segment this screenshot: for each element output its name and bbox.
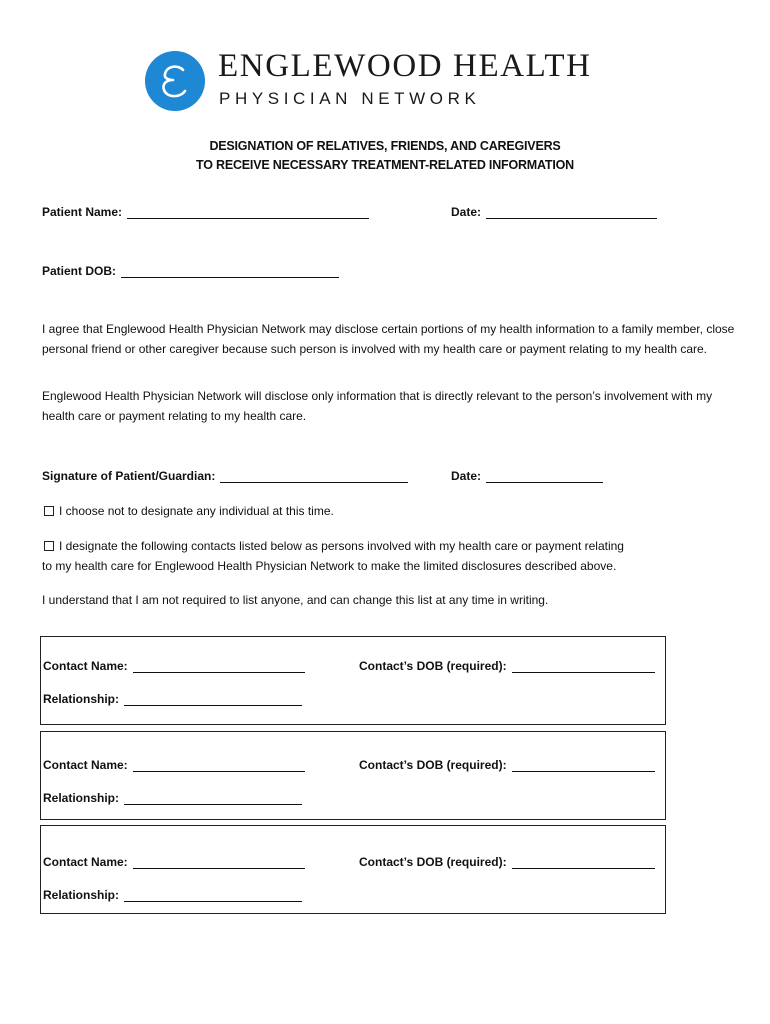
contact-1-dob-label: Contact’s DOB (required):: [359, 659, 507, 673]
form-title-line-1: DESIGNATION OF RELATIVES, FRIENDS, AND CAREGIVERS: [209, 139, 561, 153]
contact-2-relationship-field[interactable]: [124, 793, 302, 805]
option-designate-text-line-2: to my health care for Englewood Health Physician Network to make the limited disclosures described above.: [42, 559, 617, 573]
signature-date-row: [451, 469, 603, 483]
patient-dob-label: Patient DOB:: [42, 264, 117, 278]
contact-2-name-row: [43, 758, 305, 772]
signature-label: Signature of Patient/Guardian:: [42, 469, 216, 483]
contact-1-relationship-label: Relationship:: [43, 692, 120, 706]
consent-paragraph-1: I agree that Englewood Health Physician Network may disclose certain portions of my health information to a family member, close personal friend or other caregiver because such person is involved with my health care or payment relating to my health care.: [42, 322, 735, 356]
contact-1-name-row: [43, 659, 305, 673]
contact-3-relationship-label: Relationship:: [43, 888, 120, 902]
contact-2-name-label: Contact Name:: [43, 758, 128, 772]
org-name: ENGLEWOOD HEALTH: [218, 48, 592, 84]
patient-dob-row: [42, 264, 339, 278]
contact-3-name-row: [43, 855, 305, 869]
option-designate-text-line-1: I designate the following contacts listed below as persons involved with my health care or payment relating: [59, 539, 624, 553]
org-subtitle: PHYSICIAN NETWORK: [219, 89, 481, 108]
englewood-logo-icon: [144, 50, 206, 112]
form-title-line-2: TO RECEIVE NECESSARY TREATMENT-RELATED INFORMATION: [196, 158, 574, 172]
date-field[interactable]: [486, 207, 657, 219]
contact-1-relationship-row: [43, 692, 302, 706]
contact-2-relationship-row: [43, 791, 302, 805]
signature-date-label: Date:: [451, 469, 482, 483]
contact-3-relationship-row: [43, 888, 302, 902]
designate-checkbox[interactable]: [44, 541, 54, 551]
date-label: Date:: [451, 205, 482, 219]
contact-2-dob-row: [359, 758, 655, 772]
date-row: [451, 205, 657, 219]
contact-3-relationship-field[interactable]: [124, 890, 302, 902]
contact-3-dob-field[interactable]: [512, 857, 655, 869]
contact-3-name-label: Contact Name:: [43, 855, 128, 869]
patient-name-row: [42, 205, 369, 219]
option-designate: [42, 539, 624, 553]
contact-2-relationship-label: Relationship:: [43, 791, 120, 805]
patient-name-label: Patient Name:: [42, 205, 123, 219]
patient-dob-field[interactable]: [121, 266, 339, 278]
contact-2-name-field[interactable]: [133, 760, 305, 772]
contact-box-2: [40, 731, 666, 820]
signature-date-field[interactable]: [486, 471, 603, 483]
contact-1-dob-field[interactable]: [512, 661, 655, 673]
contact-box-3: [40, 825, 666, 914]
no-designate-checkbox[interactable]: [44, 506, 54, 516]
understand-text: I understand that I am not required to list anyone, and can change this list at any time in writing.: [42, 593, 549, 607]
signature-field[interactable]: [220, 471, 408, 483]
contact-1-name-label: Contact Name:: [43, 659, 128, 673]
contact-2-dob-field[interactable]: [512, 760, 655, 772]
consent-paragraph-2: Englewood Health Physician Network will disclose only information that is directly relevant to the person’s involvement with my health care or payment relating to my health care.: [42, 389, 713, 423]
patient-name-field[interactable]: [127, 207, 369, 219]
signature-row: [42, 469, 408, 483]
contact-3-dob-label: Contact’s DOB (required):: [359, 855, 507, 869]
contact-1-name-field[interactable]: [133, 661, 305, 673]
understand-statement: [42, 593, 548, 607]
contact-3-dob-row: [359, 855, 655, 869]
contact-2-dob-label: Contact’s DOB (required):: [359, 758, 507, 772]
contact-1-relationship-field[interactable]: [124, 694, 302, 706]
contact-3-name-field[interactable]: [133, 857, 305, 869]
option-no-designate: [42, 504, 334, 518]
option-no-designate-text: I choose not to designate any individual at this time.: [59, 504, 334, 518]
contact-box-1: [40, 636, 666, 725]
option-designate-continued: [42, 559, 616, 573]
contact-1-dob-row: [359, 659, 655, 673]
